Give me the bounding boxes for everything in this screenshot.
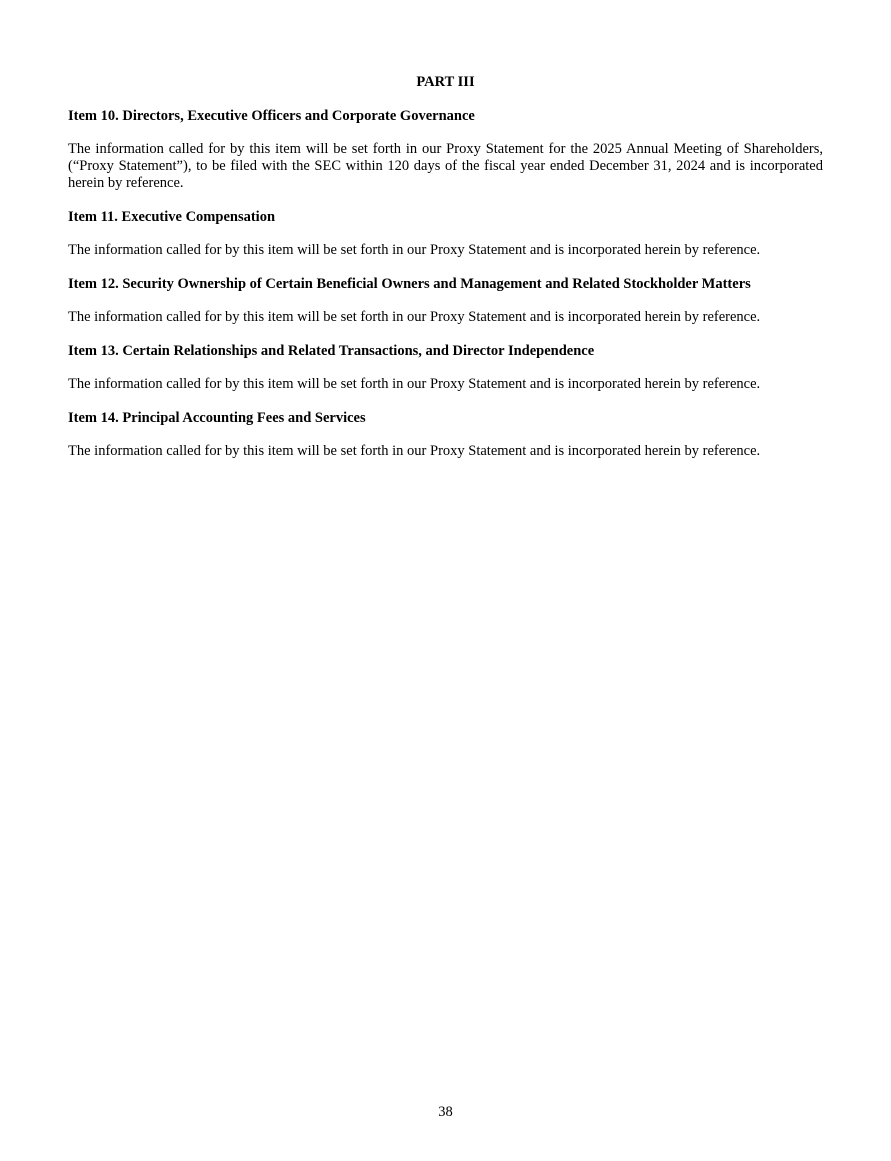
item-heading: Item 12. Security Ownership of Certain Beneficial Owners and Management and Related Stockholder Matters xyxy=(68,276,751,292)
item-text: The information called for by this item will be set forth in our Proxy Statement for the 2025 Annual Meeting of Shareholders, (“Proxy Statement”), to be filed with the SEC within 120 days of the fiscal year ended December 31, 2024 and is incorporated herein by reference. xyxy=(68,141,823,191)
item-text: The information called for by this item will be set forth in our Proxy Statement and is incorporated herein by reference. xyxy=(68,376,761,392)
item-12-section xyxy=(68,275,823,326)
item-text: The information called for by this item will be set forth in our Proxy Statement and is incorporated herein by reference. xyxy=(68,309,761,325)
item-text: The information called for by this item will be set forth in our Proxy Statement and is incorporated herein by reference. xyxy=(68,443,761,459)
page-number: 38 xyxy=(438,1104,453,1120)
item-11-section xyxy=(68,208,823,259)
item-heading: Item 13. Certain Relationships and Related Transactions, and Director Independence xyxy=(68,343,595,359)
part-title: PART III xyxy=(416,74,475,90)
item-14-section xyxy=(68,409,823,460)
item-text: The information called for by this item will be set forth in our Proxy Statement and is incorporated herein by reference. xyxy=(68,242,761,258)
item-heading: Item 11. Executive Compensation xyxy=(68,209,276,225)
item-heading: Item 14. Principal Accounting Fees and Services xyxy=(68,410,366,426)
page-content xyxy=(68,73,823,476)
item-13-section xyxy=(68,342,823,393)
item-10-section xyxy=(68,107,823,192)
item-heading: Item 10. Directors, Executive Officers and Corporate Governance xyxy=(68,108,475,124)
